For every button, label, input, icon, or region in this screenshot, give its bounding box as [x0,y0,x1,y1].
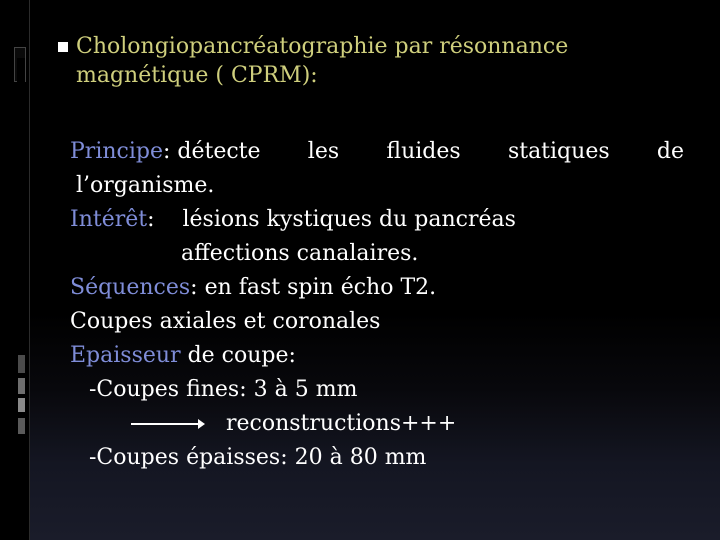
title-line-1: Cholongiopancréatographie par résonnance [76,34,569,59]
coupes-epaisses-line: -Coupes épaisses: 20 à 80 mm [89,445,427,470]
principe-word-2: les [307,139,340,164]
interet-label: Intérêt [70,207,148,232]
interet-line [70,203,690,237]
reconstructions-line [70,407,690,441]
principe-word-1: : détecte [162,139,261,164]
coupes-fines-line: -Coupes fines: 3 à 5 mm [89,377,358,402]
principe-word-4: statiques [507,139,610,164]
accent-bar-top-solid [17,58,25,82]
principe-word-5: de [656,139,684,164]
accent-bar-bottom-4 [18,418,25,434]
principe-continuation: l’organisme. [76,173,215,198]
sequences-line [70,271,690,305]
square-bullet-icon [58,42,68,52]
slide-title [76,32,676,90]
principe-line [70,135,684,169]
accent-bar-bottom-2 [18,378,25,394]
reconstructions-text: reconstructions+++ [226,411,457,436]
principe-label: Principe [70,139,163,164]
sequences-label: Séquences [70,275,191,300]
coupes-line: Coupes axiales et coronales [70,309,381,334]
accent-bar-bottom-1 [18,355,25,373]
epaisseur-text: de coupe: [180,343,296,368]
sequences-text: : en fast spin écho T2. [190,275,437,300]
right-arrow-icon [131,423,201,425]
interet-text: : lésions kystiques du pancréas [147,207,516,232]
title-line-2: magnétique ( CPRM): [76,63,318,88]
principe-first [70,135,261,169]
principe-word-3: fluides [386,139,461,164]
accent-bar-bottom-3 [18,398,25,412]
interet-continuation: affections canalaires. [181,241,419,266]
epaisseur-line [70,339,690,373]
epaisseur-label: Epaisseur [70,343,181,368]
slide-content [70,135,690,475]
